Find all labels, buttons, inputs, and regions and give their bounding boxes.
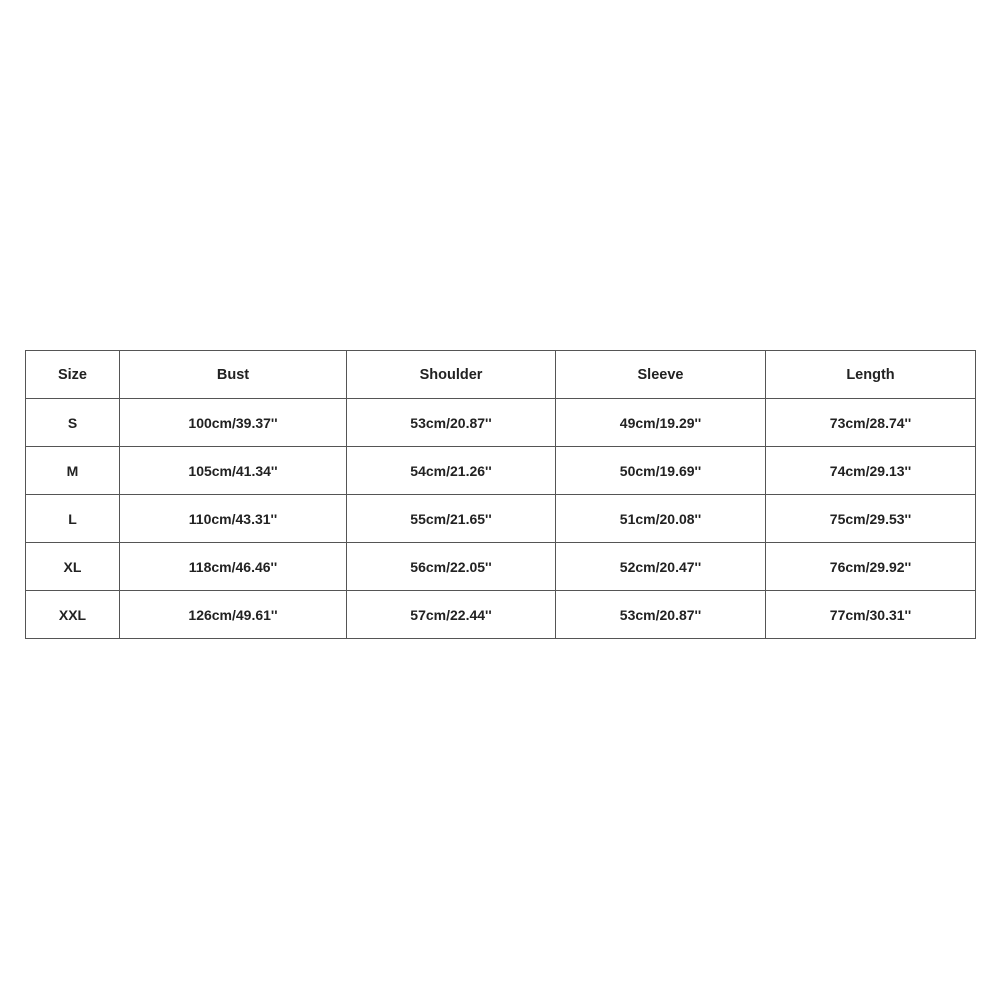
table-row <box>26 591 976 639</box>
bust-cell: 110cm/43.31'' <box>120 495 347 543</box>
size-cell: S <box>26 399 120 447</box>
bust-cell: 105cm/41.34'' <box>120 447 347 495</box>
length-cell: 76cm/29.92'' <box>766 543 976 591</box>
size-cell: M <box>26 447 120 495</box>
length-cell: 77cm/30.31'' <box>766 591 976 639</box>
sleeve-cell: 50cm/19.69'' <box>556 447 766 495</box>
sleeve-cell: 52cm/20.47'' <box>556 543 766 591</box>
size-cell: L <box>26 495 120 543</box>
sleeve-cell: 51cm/20.08'' <box>556 495 766 543</box>
table-row <box>26 447 976 495</box>
header-length: Length <box>766 351 976 399</box>
length-cell: 74cm/29.13'' <box>766 447 976 495</box>
size-cell: XL <box>26 543 120 591</box>
size-chart-table <box>25 350 976 639</box>
sleeve-cell: 53cm/20.87'' <box>556 591 766 639</box>
sleeve-cell: 49cm/19.29'' <box>556 399 766 447</box>
header-bust: Bust <box>120 351 347 399</box>
header-sleeve: Sleeve <box>556 351 766 399</box>
shoulder-cell: 54cm/21.26'' <box>347 447 556 495</box>
shoulder-cell: 57cm/22.44'' <box>347 591 556 639</box>
shoulder-cell: 55cm/21.65'' <box>347 495 556 543</box>
shoulder-cell: 56cm/22.05'' <box>347 543 556 591</box>
length-cell: 75cm/29.53'' <box>766 495 976 543</box>
shoulder-cell: 53cm/20.87'' <box>347 399 556 447</box>
table-header-row <box>26 351 976 399</box>
header-size: Size <box>26 351 120 399</box>
header-shoulder: Shoulder <box>347 351 556 399</box>
bust-cell: 118cm/46.46'' <box>120 543 347 591</box>
length-cell: 73cm/28.74'' <box>766 399 976 447</box>
table-row <box>26 543 976 591</box>
size-cell: XXL <box>26 591 120 639</box>
table-row <box>26 399 976 447</box>
table-row <box>26 495 976 543</box>
bust-cell: 100cm/39.37'' <box>120 399 347 447</box>
bust-cell: 126cm/49.61'' <box>120 591 347 639</box>
